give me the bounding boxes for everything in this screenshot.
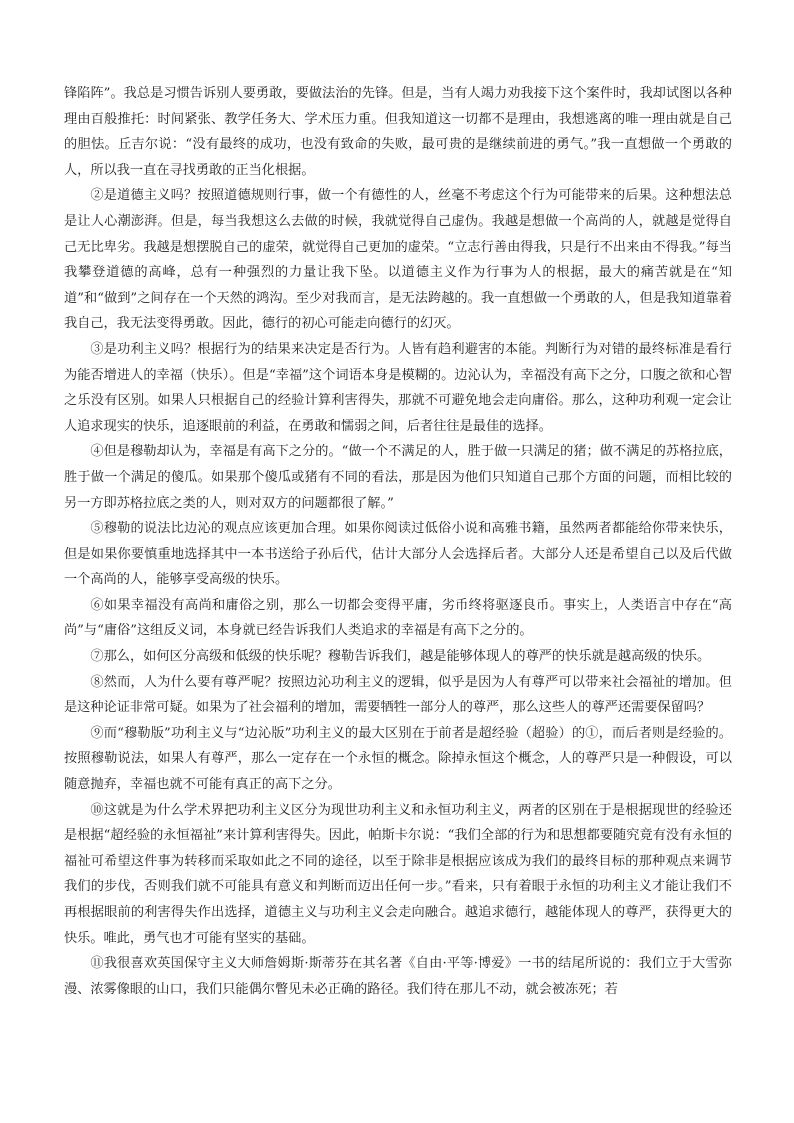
- paragraph-9: ⑨而“穆勒版”功利主义与“边沁版”功利主义的最大区别在于前者是超经验（超验）的①，而后者则是经验的。按照穆勒说法，如果人有尊严，那么一定存在一个永恒的概念。除掉永恒这个概念，人的尊严只是一种假设，可以随意抛弃，幸福也就不可能有真正的高下之分。: [64, 725, 732, 793]
- paragraph-3: ③是功利主义吗？根据行为的结果来决定是否行为。人皆有趋利避害的本能。判断行为对错的最终标准是看行为能否增进人的幸福（快乐）。但是“幸福”这个词语本身是模糊的。边沁认为，幸福没有高下之分，口腹之欲和心智之乐没有区别。如果人只根据自己的经验计算利害得失，那就不可避免地会走向庸俗。那么，这种功利观一定会让人追求现实的快乐，追逐眼前的利益，在勇敢和懦弱之间，后者往往是最佳的选择。: [64, 341, 732, 434]
- document-body: [64, 81, 732, 1002]
- paragraph-6: ⑥如果幸福没有高尚和庸俗之别，那么一切都会变得平庸，劣币终将驱逐良币。事实上，人类语言中存在“高尚”与“庸俗”这组反义词，本身就已经告诉我们人类追求的幸福是有高下之分的。: [64, 597, 732, 639]
- paragraph-2: ②是道德主义吗？按照道德规则行事，做一个有德性的人，丝毫不考虑这个行为可能带来的后果。这种想法总是让人心潮澎湃。但是，每当我想这么去做的时候，我就觉得自己虚伪。我越是想做一个高尚的人，就越是觉得自己无比卑劣。我越是想摆脱自己的虚荣，就觉得自己更加的虚荣。“立志行善由得我，只是行不出来由不得我。”每当我攀登道德的高峰，总有一种强烈的力量让我下坠。以道德主义作为行事为人的根据，最大的痛苦就是在“知道”和“做到”之间存在一个天然的鸿沟。至少对我而言，是无法跨越的。我一直想做一个勇敢的人，但是我知道靠着我自己，我无法变得勇敢。因此，德行的初心可能走向德行的幻灭。: [64, 188, 732, 332]
- paragraph-11: ⑪我很喜欢英国保守主义大师詹姆斯·斯蒂芬在其名著《自由·平等·博爱》一书的结尾所说的：我们立于大雪弥漫、浓雾像眼的山口，我们只能偶尔瞥见未必正确的路径。我们待在那儿不动，就会被冻死；若: [64, 956, 732, 997]
- paragraph-7: ⑦那么，如何区分高级和低级的快乐呢？穆勒告诉我们，越是能够体现人的尊严的快乐就是越高级的快乐。: [90, 649, 711, 665]
- paragraph-4: ④但是穆勒却认为，幸福是有高下之分的。“做一个不满足的人，胜于做一只满足的猪；做不满足的苏格拉底，胜于做一个满足的傻瓜。如果那个傻瓜或猪有不同的看法，那是因为他们只知道自己那个方面的问题，而相比较的另一方即苏格拉底之类的人，则对双方的问题都很了解。”: [64, 444, 732, 511]
- paragraph-10: ⑩这就是为什么学术界把功利主义区分为现世功利主义和永恒功利主义，两者的区别在于是根据现世的经验还是根据“超经验的永恒福祉”来计算利害得失。因此，帕斯卡尔说：“我们全部的行为和思想都要随究竟有没有永恒的福祉可希望这件事为转移而采取如此之不同的途径，以至于除非是根据应该成为我们的最终目标的那种观点来调节我们的步伐，否则我们就不可能具有意义和判断而迈出任何一步。”看来，只有着眼于永恒的功利主义才能让我们不再根据眼前的利害得失作出选择，道德主义与功利主义会走向融合。越追求德行，越能体现人的尊严，获得更大的快乐。唯此，勇气也才可能有坚实的基础。: [64, 802, 732, 946]
- paragraph-8: ⑧然而，人为什么要有尊严呢？按照边沁功利主义的逻辑，似乎是因为人有尊严可以带来社会福祉的增加。但是这种论证非常可疑。如果为了社会福利的增加，需要牺牲一部分人的尊严，那么这些人的尊严还需要保留吗？: [64, 674, 732, 716]
- paragraph-continued: 锋陷阵”。我总是习惯告诉别人要勇敢，要做法治的先锋。但是，当有人竭力劝我接下这个案件时，我却试图以各种理由百般推托：时间紧张、教学任务大、学术压力重。但我知道这一切都不是理由，我想逃离的唯一理由就是自己的胆怯。丘吉尔说：“没有最终的成功，也没有致命的失败，最可贵的是继续前进的勇气。”我一直想做一个勇敢的人，所以我一直在寻找勇敢的正当化根据。: [64, 86, 732, 178]
- paragraph-5: ⑤穆勒的说法比边沁的观点应该更加合理。如果你阅读过低俗小说和高雅书籍，虽然两者都能给你带来快乐，但是如果你要慎重地选择其中一本书送给子孙后代，估计大部分人会选择后者。大部分人还是希望自己以及后代做一个高尚的人，能够享受高级的快乐。: [64, 521, 732, 588]
